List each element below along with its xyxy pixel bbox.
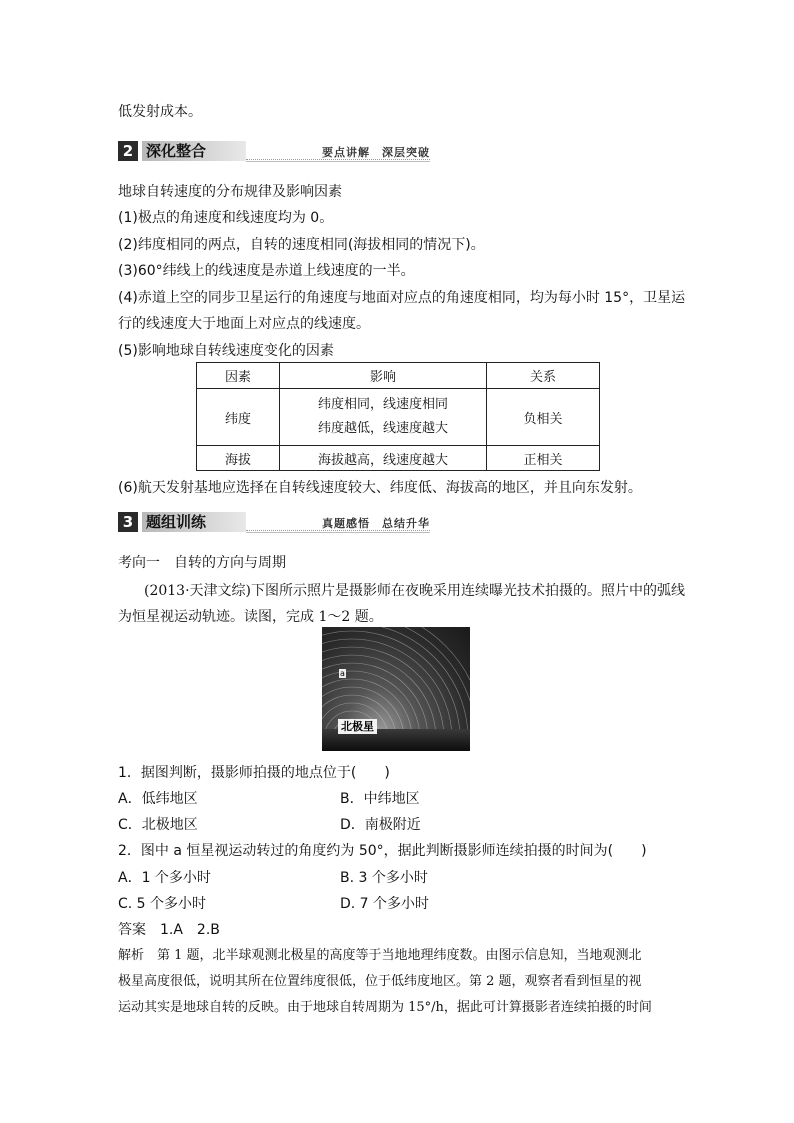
section-title: 题组训练 <box>142 512 246 532</box>
section-number: 3 <box>118 512 138 532</box>
table-row <box>197 389 600 446</box>
polaris-label: 北极星 <box>338 719 377 734</box>
star-trail-photo <box>322 627 470 751</box>
explanation-line-2: 极星高度很低，说明其所在位置纬度很低，位于低纬度地区。第 2 题，观察者看到恒星的视 <box>118 974 642 989</box>
q2-option-c: C. 5 个多小时 <box>118 896 207 912</box>
banner-rule <box>246 532 430 533</box>
table-cell: 海拔越高，线速度越大 <box>280 446 487 471</box>
star-a-label: a <box>340 669 345 678</box>
q1-option-a: A．低纬地区 <box>118 791 198 807</box>
table-cell <box>280 389 487 446</box>
banner-rule <box>246 161 430 162</box>
point-3: (3)60°纬线上的线速度是赤道上线速度的一半。 <box>118 263 415 279</box>
point-4-line-2: 行的线速度大于地面上对应点的线速度。 <box>118 316 370 332</box>
section-banner-practice <box>118 512 430 534</box>
q2-option-a: A．1 个多小时 <box>118 870 211 886</box>
q2-option-d: D. 7 个多小时 <box>340 896 430 912</box>
table-header: 因素 <box>197 363 280 389</box>
q1-option-d: D．南极附近 <box>340 817 421 833</box>
point-6: (6)航天发射基地应选择在自转线速度较大、纬度低、海拔高的地区，并且向东发射。 <box>118 480 642 496</box>
section-subtitle: 真题感悟 总结升华 <box>322 517 430 530</box>
point-1: (1)极点的角速度和线速度均为 0。 <box>118 210 334 226</box>
table-header: 影响 <box>280 363 487 389</box>
section-title: 深化整合 <box>142 141 246 161</box>
question-2: 2．图中 a 恒星视运动转过的角度约为 50°，据此判断摄影师连续拍摄的时间为( ) <box>118 843 647 859</box>
section-banner-deepen <box>118 141 430 163</box>
table-header-row <box>197 363 600 389</box>
table-cell: 正相关 <box>487 446 600 471</box>
point-2: (2)纬度相同的两点，自转的速度相同(海拔相同的情况下)。 <box>118 237 485 253</box>
answer-line: 答案 1.A 2.B <box>118 922 220 938</box>
intro-tail-text: 低发射成本。 <box>118 104 202 120</box>
question-1: 1．据图判断，摄影师拍摄的地点位于( ) <box>118 765 390 781</box>
table-row <box>197 446 600 471</box>
factors-table <box>196 362 600 471</box>
section-number: 2 <box>118 141 138 161</box>
table-header: 关系 <box>487 363 600 389</box>
table-cell: 负相关 <box>487 389 600 446</box>
exercise-stem-line-1: (2013·天津文综)下图所示照片是摄影师在夜晚采用连续曝光技术拍摄的。照片中的弧线 <box>144 583 686 599</box>
content-heading: 地球自转速度的分布规律及影响因素 <box>118 184 342 200</box>
point-4-line-1: (4)赤道上空的同步卫星运行的角速度与地面对应点的角速度相同，均为每小时 15°，卫星运 <box>118 290 686 306</box>
section-subtitle: 要点讲解 深层突破 <box>322 146 430 159</box>
table-cell: 海拔 <box>197 446 280 471</box>
explanation-line-3: 运动其实是地球自转的反映。由于地球自转周期为 15°/h，据此可计算摄影者连续拍摄的时间 <box>118 1000 652 1015</box>
table-cell: 纬度 <box>197 389 280 446</box>
table-cell-line: 纬度相同，线速度相同 <box>317 397 448 412</box>
exercise-stem-line-2: 为恒星视运动轨迹。读图，完成 1～2 题。 <box>118 609 383 625</box>
q1-option-c: C．北极地区 <box>118 817 198 833</box>
explanation-line-1: 解析 第 1 题，北半球观测北极星的高度等于当地地理纬度数。由图示信息知，当地观测北 <box>118 948 642 963</box>
exercise-direction: 考向一 自转的方向与周期 <box>118 555 286 571</box>
point-5: (5)影响地球自转线速度变化的因素 <box>118 343 334 359</box>
q1-option-b: B．中纬地区 <box>340 791 420 807</box>
q2-option-b: B. 3 个多小时 <box>340 870 428 886</box>
table-cell-line: 纬度越低，线速度越大 <box>317 421 448 436</box>
